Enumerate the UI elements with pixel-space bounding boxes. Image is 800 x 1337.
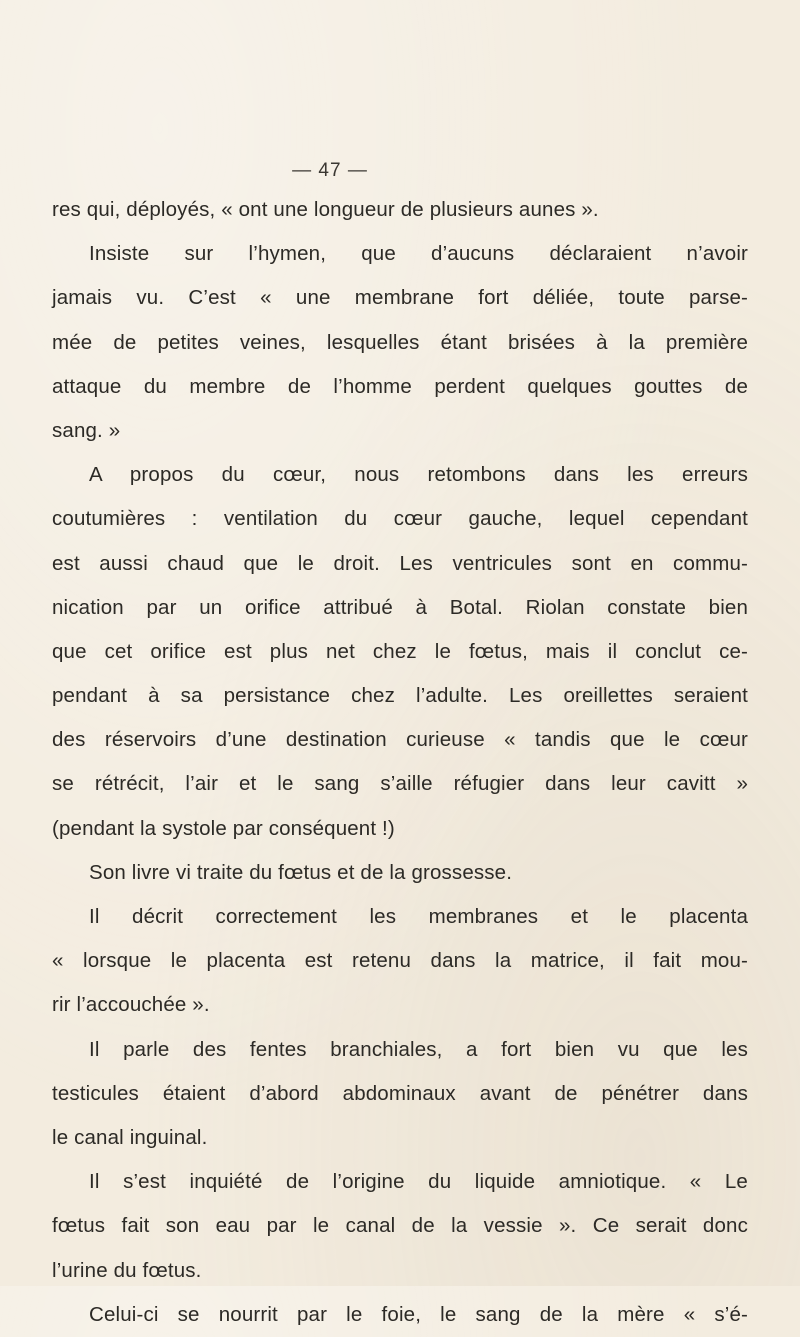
text-line: Il s’est inquiété de l’origine du liquide amniotique. « Le — [89, 1170, 748, 1194]
text-line: Celui-ci se nourrit par le foie, le sang de la mère « s’é- — [89, 1302, 748, 1326]
text-line: est aussi chaud que le droit. Les ventricules sont en commu- — [52, 551, 748, 575]
text-line: se rétrécit, l’air et le sang s’aille réfugier dans leur cavitt » — [52, 772, 748, 796]
text-line: coutumières : ventilation du cœur gauche, lequel cependant — [52, 507, 748, 531]
text-line: jamais vu. C’est « une membrane fort déliée, toute parse- — [52, 286, 748, 310]
text-line: testicules étaient d’abord abdominaux avant de pénétrer dans — [52, 1081, 748, 1105]
text-line: (pendant la systole par conséquent !) — [52, 816, 395, 840]
text-line: res qui, déployés, « ont une longueur de plusieurs aunes ». — [52, 198, 599, 221]
text-line: mée de petites veines, lesquelles étant brisées à la première — [52, 330, 748, 354]
text-line: des réservoirs d’une destination curieuse « tandis que le cœur — [52, 728, 748, 752]
text-line: Insiste sur l’hymen, que d’aucuns déclaraient n’avoir — [89, 242, 748, 266]
text-line: rir l’accouchée ». — [52, 993, 210, 1017]
text-line: sang. » — [52, 418, 121, 442]
text-line: A propos du cœur, nous retombons dans les erreurs — [89, 463, 748, 487]
text-line: Il décrit correctement les membranes et le placenta — [89, 905, 748, 928]
text-line: fœtus fait son eau par le canal de la vessie ». Ce serait donc — [52, 1214, 748, 1238]
page-number: — 47 — — [292, 160, 368, 181]
text-line: Il parle des fentes branchiales, a fort bien vu que les — [89, 1037, 748, 1061]
text-line: « lorsque le placenta est retenu dans la matrice, il fait mou- — [52, 949, 748, 973]
body-text — [52, 188, 748, 1337]
text-line: l’urine du fœtus. — [52, 1258, 202, 1282]
text-line: le canal inguinal. — [52, 1125, 208, 1149]
text-line: attaque du membre de l’homme perdent quelques gouttes de — [52, 374, 748, 398]
text-line: que cet orifice est plus net chez le fœtus, mais il conclut ce- — [52, 639, 748, 663]
text-line: Son livre vi traite du fœtus et de la grossesse. — [89, 860, 513, 884]
text-line: nication par un orifice attribué à Botal. Riolan constate bien — [52, 595, 748, 619]
text-line: pendant à sa persistance chez l’adulte. Les oreillettes seraient — [52, 684, 748, 708]
